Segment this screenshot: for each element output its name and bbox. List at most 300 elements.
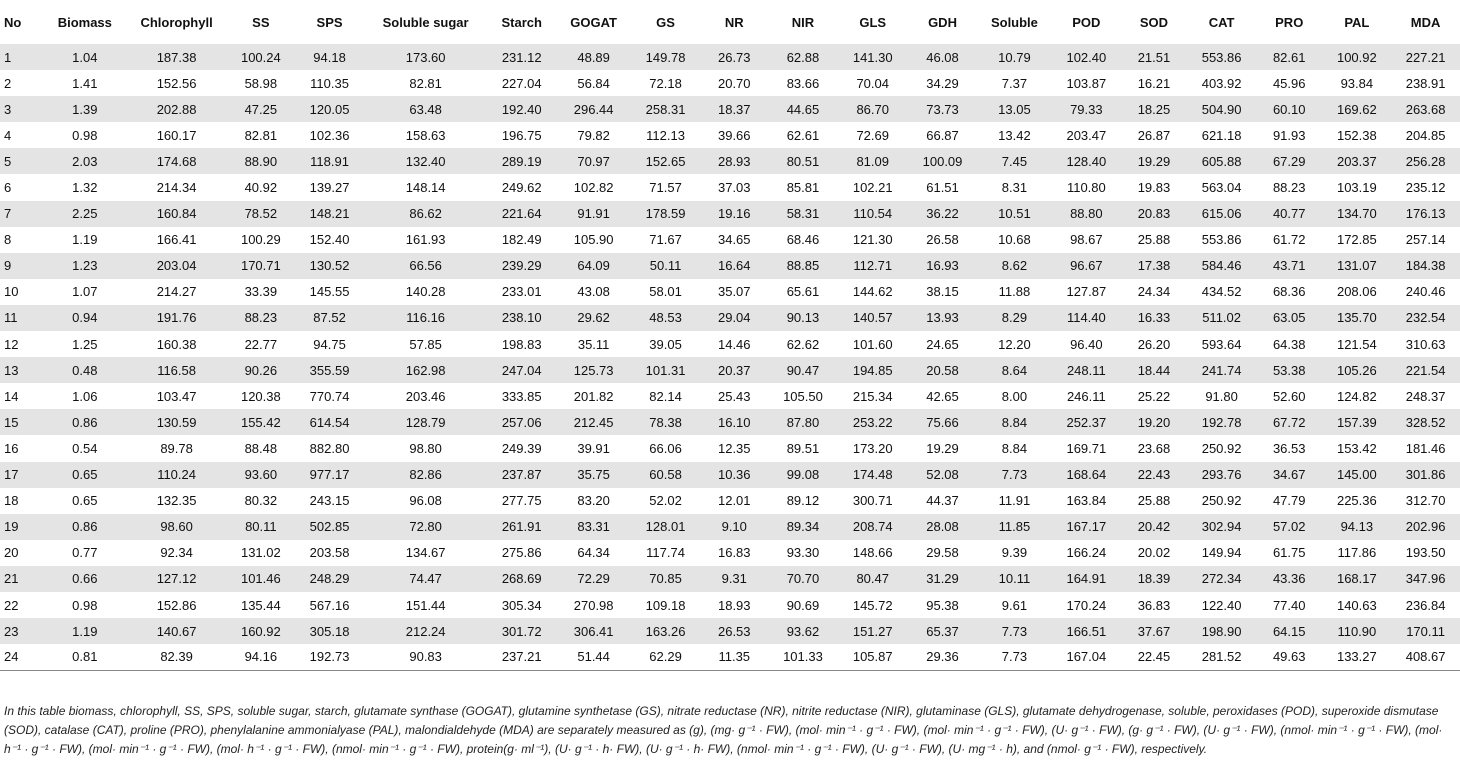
table-cell: 114.40 <box>1066 310 1106 326</box>
table-cell: 152.86 <box>156 597 197 613</box>
table-cell: 140.63 <box>1336 597 1377 613</box>
table-cell: 49.63 <box>1256 644 1323 670</box>
table-cell: 202.96 <box>1405 519 1446 535</box>
table-row <box>0 383 1460 409</box>
table-cell: 39.05 <box>649 336 682 352</box>
table-cell: 553.86 <box>1201 49 1242 65</box>
table-cell: 0.98 <box>72 597 98 613</box>
table-cell: 65.37 <box>926 623 959 639</box>
table-cell: 37.67 <box>1137 623 1171 639</box>
column-header: SPS <box>316 14 343 30</box>
table-cell: 1.19 <box>72 232 98 248</box>
table-row <box>0 305 1460 331</box>
table-cell: 18 <box>4 493 19 509</box>
table-row <box>0 540 1460 566</box>
table-cell: 62.88 <box>786 49 820 65</box>
table-cell: 19.20 <box>1137 414 1171 430</box>
table-cell: 11 <box>4 310 18 326</box>
table-cell: 90.26 <box>244 362 278 378</box>
table-cell: 621.18 <box>1201 127 1242 143</box>
table-cell: 70.85 <box>649 571 682 587</box>
table-cell: 248.37 <box>1405 388 1446 404</box>
table-cell: 770.74 <box>309 388 350 404</box>
table-cell: 256.28 <box>1405 153 1446 169</box>
table-cell: 16.33 <box>1137 310 1171 326</box>
table-cell: 74.47 <box>409 571 442 587</box>
table-row <box>0 462 1460 488</box>
table-cell: 133.27 <box>1323 644 1392 670</box>
table-cell: 167.17 <box>1066 519 1107 535</box>
table-cell: 310.63 <box>1405 336 1446 352</box>
table-cell: 26.87 <box>1137 127 1171 143</box>
table-cell: 100.29 <box>240 232 281 248</box>
table-cell: 235.12 <box>1405 180 1446 196</box>
table-cell: 64.15 <box>1272 623 1306 639</box>
table-cell: 128.40 <box>1066 153 1107 169</box>
table-cell: 0.81 <box>43 644 127 670</box>
table-cell: 140.28 <box>405 284 446 300</box>
column-header: SS <box>252 14 270 30</box>
table-cell: 166.41 <box>156 232 197 248</box>
table-cell: 16.83 <box>717 545 751 561</box>
table-cell: 26.73 <box>717 49 751 65</box>
table-cell: 14.46 <box>717 336 751 352</box>
table-cell: 169.62 <box>1336 101 1377 117</box>
table-cell: 34.65 <box>717 232 751 248</box>
table-cell: 29.58 <box>926 545 959 561</box>
table-cell: 305.18 <box>309 623 350 639</box>
table-cell: 92.34 <box>160 545 193 561</box>
table-cell: 98.80 <box>409 440 442 456</box>
table-cell: 248.29 <box>309 571 350 587</box>
table-cell: 203.46 <box>405 388 446 404</box>
table-cell: 170.24 <box>1066 597 1107 613</box>
column-header: Chlorophyll <box>140 14 213 30</box>
table-cell: 293.76 <box>1201 467 1242 483</box>
table-cell: 122.40 <box>1201 597 1242 613</box>
table-cell: 145.55 <box>309 284 350 300</box>
table-cell: 10.51 <box>998 206 1031 222</box>
table-cell: 1.23 <box>72 258 98 274</box>
table-cell: 39.66 <box>717 127 751 143</box>
table-cell: 87.52 <box>313 310 346 326</box>
table-cell: 118.91 <box>310 153 349 169</box>
table-cell: 26.58 <box>926 232 959 248</box>
table-cell: 169.71 <box>1066 440 1107 456</box>
table-row <box>0 227 1460 253</box>
table-cell: 61.75 <box>1272 545 1306 561</box>
table-cell: 66.56 <box>409 258 442 274</box>
table-cell: 13 <box>4 362 19 378</box>
table-cell: 91.93 <box>1272 127 1306 143</box>
table-cell: 8.62 <box>1001 258 1028 274</box>
table-cell: 71.67 <box>649 232 682 248</box>
table-cell: 64.09 <box>577 258 610 274</box>
column-header: GS <box>656 14 675 30</box>
table-cell: 174.48 <box>852 467 893 483</box>
table-cell: 58.98 <box>244 75 278 91</box>
table-cell: 12.35 <box>717 440 751 456</box>
table-cell: 82.39 <box>127 644 227 670</box>
table-cell: 553.86 <box>1201 232 1242 248</box>
table-cell: 26.20 <box>1137 336 1171 352</box>
table-row <box>0 148 1460 174</box>
table-cell: 19.29 <box>926 440 959 456</box>
table-cell: 90.13 <box>786 310 820 326</box>
column-header: Biomass <box>57 14 112 30</box>
table-header-row <box>0 0 1460 44</box>
column-header: NIR <box>791 14 815 30</box>
table-cell: 9.31 <box>721 571 747 587</box>
table-row <box>0 70 1460 96</box>
table-cell: 110.90 <box>1337 623 1377 639</box>
table-cell: 203.04 <box>156 258 197 274</box>
table-cell: 112.13 <box>646 127 685 143</box>
table-cell: 1.39 <box>72 101 98 117</box>
table-cell: 16.10 <box>717 414 751 430</box>
table-cell: 1.07 <box>72 284 98 300</box>
table-cell: 80.11 <box>245 519 277 535</box>
table-cell: 176.13 <box>1405 206 1446 222</box>
table-cell: 225.36 <box>1336 493 1377 509</box>
table-cell: 57.85 <box>409 336 442 352</box>
table-cell: 7.73 <box>1001 467 1028 483</box>
table-cell: 145.00 <box>1336 467 1377 483</box>
table-cell: 149.94 <box>1201 545 1242 561</box>
table-cell: 163.84 <box>1066 493 1107 509</box>
table-cell: 62.62 <box>786 336 820 352</box>
column-header: PRO <box>1275 14 1304 30</box>
table-cell: 12 <box>4 336 19 352</box>
table-cell: 236.84 <box>1405 597 1446 613</box>
table-cell: 167.04 <box>1052 644 1121 670</box>
table-cell: 614.54 <box>309 414 350 430</box>
table-cell: 64.34 <box>577 545 610 561</box>
table-cell: 71.57 <box>649 180 682 196</box>
table-cell: 158.63 <box>405 127 446 143</box>
table-cell: 258.31 <box>645 101 686 117</box>
table-cell: 149.78 <box>645 49 686 65</box>
table-cell: 77.40 <box>1272 597 1306 613</box>
table-cell: 0.86 <box>72 519 98 535</box>
table-cell: 157.39 <box>1336 414 1377 430</box>
table-cell: 36.83 <box>1137 597 1171 613</box>
table-cell: 80.47 <box>856 571 889 587</box>
table-cell: 1.06 <box>72 388 98 404</box>
table-cell: 0.66 <box>72 571 98 587</box>
table-cell: 9.10 <box>721 519 747 535</box>
table-cell: 22 <box>4 597 19 613</box>
table-row <box>0 201 1460 227</box>
table-cell: 131.07 <box>1336 258 1377 274</box>
table-cell: 11.35 <box>700 644 769 670</box>
table-cell: 8.64 <box>1001 362 1028 378</box>
table-cell: 11.91 <box>998 493 1031 509</box>
table-cell: 7.73 <box>1001 623 1028 639</box>
table-cell: 86.70 <box>856 101 889 117</box>
table-cell: 173.20 <box>852 440 893 456</box>
table-cell: 23.68 <box>1137 440 1171 456</box>
table-cell: 8.31 <box>1001 180 1028 196</box>
table-cell: 91.91 <box>577 206 610 222</box>
table-cell: 0.86 <box>72 414 98 430</box>
table-cell: 166.51 <box>1066 623 1107 639</box>
table-cell: 152.40 <box>309 232 350 248</box>
table-cell: 166.24 <box>1066 545 1107 561</box>
table-cell: 100.24 <box>240 49 281 65</box>
table-cell: 19 <box>4 519 19 535</box>
table-cell: 168.64 <box>1066 467 1107 483</box>
table-cell: 268.69 <box>501 571 542 587</box>
table-cell: 16.93 <box>926 258 959 274</box>
table-cell: 8.84 <box>1001 414 1028 430</box>
table-row <box>0 514 1460 540</box>
table-cell: 162.98 <box>405 362 446 378</box>
table-cell: 333.85 <box>501 388 542 404</box>
table-cell: 173.60 <box>405 49 446 65</box>
table-cell: 93.84 <box>1340 75 1374 91</box>
table-row <box>0 253 1460 279</box>
table-cell: 29.04 <box>717 310 751 326</box>
table-cell: 109.18 <box>645 597 686 613</box>
table-row <box>0 592 1460 618</box>
table-cell: 93.62 <box>786 623 820 639</box>
table-cell: 85.81 <box>786 180 820 196</box>
table-cell: 101.60 <box>852 336 893 352</box>
table-cell: 48.53 <box>649 310 682 326</box>
table-cell: 2 <box>4 75 12 91</box>
table-cell: 249.39 <box>501 440 542 456</box>
table-cell: 20.83 <box>1137 206 1171 222</box>
table-cell: 160.84 <box>156 206 197 222</box>
table-cell: 73.73 <box>926 101 959 117</box>
table-cell: 29.62 <box>577 310 610 326</box>
table-cell: 182.49 <box>501 232 542 248</box>
table-cell: 135.44 <box>240 597 281 613</box>
table-cell: 130.52 <box>309 258 350 274</box>
table-cell: 28.08 <box>926 519 959 535</box>
table-cell: 34.67 <box>1272 467 1306 483</box>
table-cell: 96.08 <box>409 493 442 509</box>
table-cell: 8.00 <box>1001 388 1028 404</box>
table-cell: 202.88 <box>156 101 197 117</box>
table-cell: 130.59 <box>156 414 197 430</box>
table-cell: 0.65 <box>72 467 98 483</box>
table-cell: 52.08 <box>926 467 959 483</box>
column-header: Soluble sugar <box>382 14 469 30</box>
table-cell: 94.13 <box>1340 519 1374 535</box>
table-cell: 87.80 <box>786 414 820 430</box>
table-cell: 36.22 <box>926 206 959 222</box>
table-cell: 139.27 <box>309 180 350 196</box>
table-cell: 63.48 <box>409 101 442 117</box>
table-cell: 18.37 <box>717 101 751 117</box>
table-cell: 196.75 <box>501 127 542 143</box>
table-cell: 128.79 <box>405 414 446 430</box>
table-cell: 110.54 <box>853 206 893 222</box>
table-cell: 88.85 <box>786 258 820 274</box>
table-row <box>0 566 1460 592</box>
table-cell: 124.82 <box>1336 388 1377 404</box>
table-cell: 26.53 <box>717 623 751 639</box>
table-cell: 78.38 <box>649 414 682 430</box>
table-cell: 408.67 <box>1391 644 1460 670</box>
table-cell: 0.65 <box>72 493 98 509</box>
table-cell: 48.89 <box>577 49 610 65</box>
table-cell: 0.77 <box>72 545 98 561</box>
table-cell: 21.51 <box>1137 49 1171 65</box>
table-cell: 91.80 <box>1205 388 1238 404</box>
table-cell: 103.47 <box>156 388 197 404</box>
table-cell: 94.16 <box>227 644 296 670</box>
table-cell: 80.51 <box>786 153 820 169</box>
table-cell: 247.04 <box>501 362 542 378</box>
table-cell: 10.11 <box>998 571 1031 587</box>
table-cell: 347.96 <box>1405 571 1446 587</box>
table-cell: 8.84 <box>1001 440 1028 456</box>
table-cell: 246.11 <box>1066 388 1106 404</box>
table-cell: 231.12 <box>501 49 542 65</box>
table-cell: 72.29 <box>577 571 610 587</box>
table-cell: 281.52 <box>1187 644 1256 670</box>
table-cell: 28.93 <box>717 153 751 169</box>
table-cell: 0.98 <box>72 127 98 143</box>
table-cell: 232.54 <box>1405 310 1446 326</box>
table-cell: 312.70 <box>1405 493 1446 509</box>
table-cell: 203.47 <box>1066 127 1107 143</box>
table-cell: 192.40 <box>501 101 542 117</box>
table-cell: 47.79 <box>1272 493 1306 509</box>
table-cell: 12.20 <box>998 336 1031 352</box>
table-cell: 615.06 <box>1201 206 1242 222</box>
table-cell: 44.65 <box>786 101 820 117</box>
table-cell: 81.09 <box>856 153 889 169</box>
table-cell: 22.77 <box>244 336 278 352</box>
table-cell: 21 <box>4 571 19 587</box>
table-cell: 90.47 <box>786 362 820 378</box>
table-cell: 120.05 <box>309 101 350 117</box>
table-cell: 305.34 <box>501 597 542 613</box>
column-header: NR <box>724 14 744 30</box>
table-cell: 2.03 <box>72 153 98 169</box>
table-cell: 155.42 <box>240 414 281 430</box>
table-cell: 20 <box>4 545 19 561</box>
table-cell: 10.36 <box>717 467 751 483</box>
table-cell: 301.86 <box>1405 467 1446 483</box>
table-cell: 563.04 <box>1201 180 1242 196</box>
table-cell: 355.59 <box>309 362 350 378</box>
table-cell: 198.83 <box>501 336 542 352</box>
table-cell: 100.09 <box>922 153 963 169</box>
table-cell: 65.61 <box>786 284 820 300</box>
column-header: MDA <box>1410 14 1441 30</box>
table-cell: 89.12 <box>786 493 820 509</box>
table-cell: 35.11 <box>577 336 610 352</box>
table-cell: 23 <box>4 623 19 639</box>
table-cell: 34.29 <box>926 75 959 91</box>
table-cell: 20.70 <box>717 75 751 91</box>
table-cell: 187.38 <box>156 49 197 65</box>
table-cell: 511.02 <box>1202 310 1241 326</box>
table-cell: 116.16 <box>406 310 446 326</box>
table-cell: 66.87 <box>926 127 959 143</box>
table-cell: 18.44 <box>1137 362 1171 378</box>
table-cell: 63.05 <box>1272 310 1306 326</box>
table-cell: 13.05 <box>998 101 1031 117</box>
table-cell: 250.92 <box>1201 440 1242 456</box>
table-cell: 502.85 <box>309 519 350 535</box>
table-cell: 252.37 <box>1066 414 1107 430</box>
table-cell: 125.73 <box>573 362 614 378</box>
table-cell: 88.90 <box>244 153 278 169</box>
table-cell: 105.90 <box>573 232 614 248</box>
table-cell: 88.23 <box>244 310 278 326</box>
table-cell: 121.30 <box>852 232 893 248</box>
table-cell: 82.61 <box>1272 49 1306 65</box>
table-cell: 160.38 <box>156 336 197 352</box>
table-cell: 11.88 <box>998 284 1031 300</box>
table-cell: 79.33 <box>1070 101 1103 117</box>
table-cell: 1.19 <box>72 623 98 639</box>
table-cell: 593.64 <box>1201 336 1242 352</box>
table-row <box>0 357 1460 383</box>
table-cell: 82.86 <box>409 467 442 483</box>
table-cell: 95.38 <box>926 597 959 613</box>
table-cell: 20.42 <box>1137 519 1171 535</box>
column-header: GOGAT <box>570 14 617 30</box>
table-cell: 105.87 <box>837 644 908 670</box>
table-cell: 192.73 <box>295 644 364 670</box>
table-cell: 110.35 <box>310 75 349 91</box>
table-cell: 151.27 <box>852 623 893 639</box>
table-cell: 208.06 <box>1336 284 1377 300</box>
table-cell: 15 <box>4 414 19 430</box>
table-cell: 19.83 <box>1137 180 1171 196</box>
table-cell: 141.30 <box>852 49 893 65</box>
table-cell: 170.11 <box>1406 623 1445 639</box>
table-cell: 16.21 <box>1137 75 1171 91</box>
table-cell: 237.87 <box>501 467 542 483</box>
table-row <box>0 331 1460 357</box>
table-cell: 261.91 <box>501 519 542 535</box>
table-cell: 160.92 <box>240 623 281 639</box>
table-cell: 253.22 <box>852 414 893 430</box>
table-cell: 79.82 <box>577 127 610 143</box>
table-cell: 83.66 <box>786 75 820 91</box>
table-cell: 96.67 <box>1070 258 1103 274</box>
table-cell: 250.92 <box>1201 493 1242 509</box>
table-cell: 52.02 <box>649 493 682 509</box>
table-cell: 1 <box>4 49 12 65</box>
table-row <box>0 488 1460 514</box>
table-cell: 19.16 <box>717 206 751 222</box>
table-cell: 60.10 <box>1272 101 1306 117</box>
table-cell: 1.32 <box>72 180 98 196</box>
table-cell: 504.90 <box>1201 101 1242 117</box>
table-cell: 181.46 <box>1405 440 1446 456</box>
table-cell: 135.70 <box>1336 310 1377 326</box>
table-cell: 75.66 <box>926 414 959 430</box>
table-cell: 152.56 <box>156 75 197 91</box>
table-cell: 39.91 <box>577 440 610 456</box>
table-cell: 43.71 <box>1272 258 1306 274</box>
column-header: POD <box>1072 14 1101 30</box>
table-cell: 93.60 <box>244 467 278 483</box>
table-cell: 4 <box>4 127 12 143</box>
table-cell: 134.70 <box>1336 206 1377 222</box>
table-cell: 145.72 <box>852 597 893 613</box>
table-cell: 33.39 <box>244 284 278 300</box>
